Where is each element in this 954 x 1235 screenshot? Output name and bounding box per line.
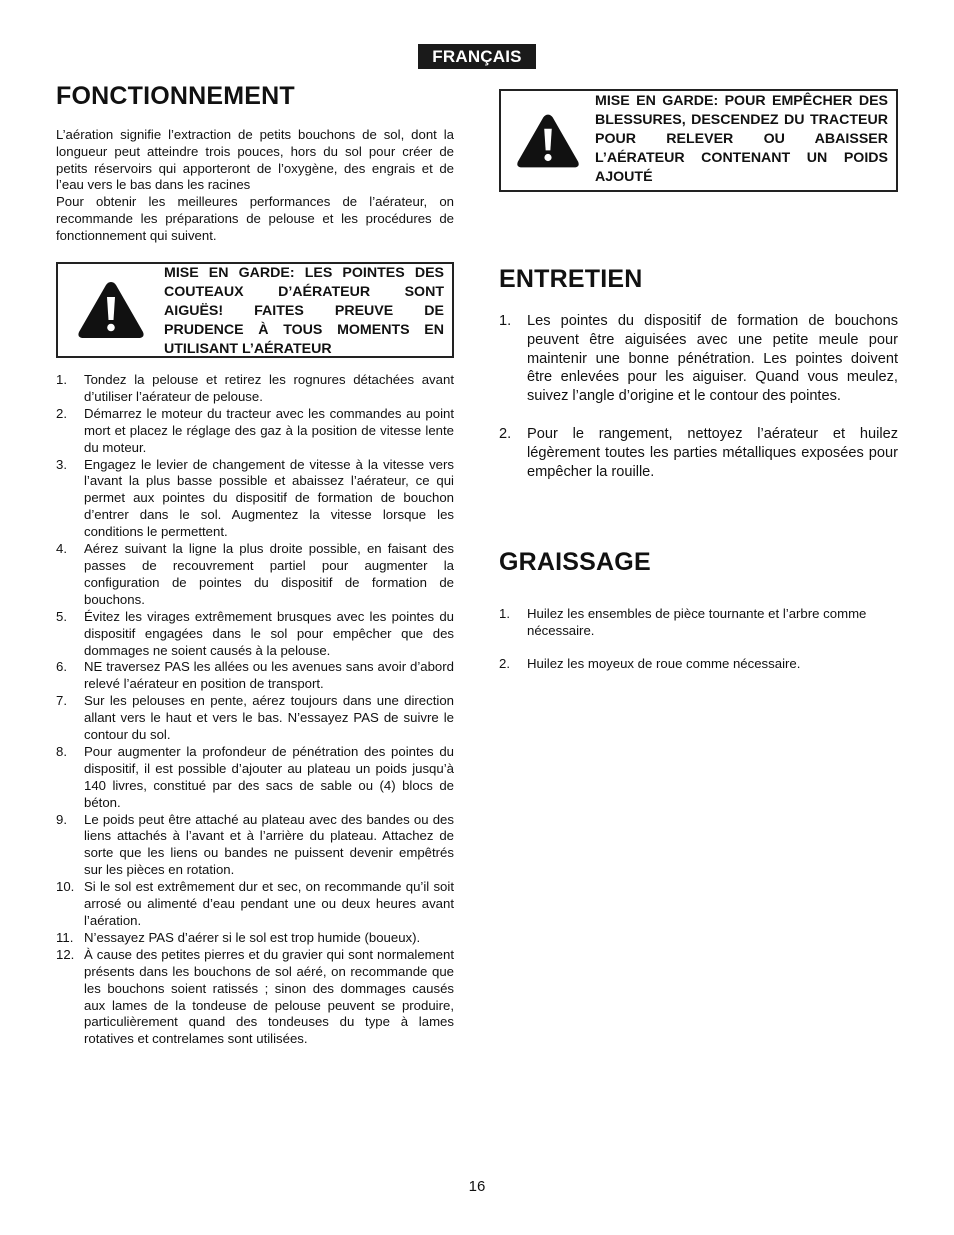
item-text: Sur les pelouses en pente, aérez toujours dans une direction allant vers le haut et vers le bas. N’essayez PAS de suivre le contour du sol.	[84, 693, 454, 743]
list-item	[56, 541, 454, 609]
item-number: 11.	[56, 929, 74, 945]
item-text: Les pointes du dispositif de formation de bouchons peuvent être aiguisées avec une petite meule pour maintenir une bonne pénétration. Les pointes doivent être enlevées pour les aiguiser. Quand vous meulez, suivez l’angle d’origine et le contour des pointes.	[527, 313, 898, 405]
warning-triangle-icon	[58, 264, 164, 356]
list-item	[56, 659, 454, 693]
list-item	[56, 406, 454, 457]
operation-steps	[56, 372, 454, 1048]
list-item	[499, 606, 898, 640]
list-item	[56, 930, 454, 947]
item-number: 12.	[56, 946, 75, 962]
list-item	[56, 744, 454, 812]
list-item	[499, 425, 898, 481]
item-number: 2.	[499, 425, 512, 442]
item-text: Évitez les virages extrêmement brusques avec les pointes du dispositif engagées dans le sol pour empêcher que des dommages ne soient causés à la pelouse.	[84, 608, 454, 658]
item-text: NE traversez PAS les allées ou les avenues sans avoir d’abord relevé l’aérateur en position de transport.	[84, 659, 454, 692]
item-text: N’essayez PAS d’aérer si le sol est trop humide (boueux).	[84, 929, 421, 945]
item-text: Tondez la pelouse et retirez les rognures détachées avant d’utiliser l’aérateur de pelouse.	[84, 372, 454, 404]
warning-box-blades	[56, 262, 454, 358]
item-number: 10.	[56, 879, 75, 895]
warning-text: MISE EN GARDE: LES POINTES DES COUTEAUX D’AÉRATEUR SONT AIGUËS! FAITES PREUVE DE PRUDENCE À TOUS MOMENTS EN UTILISANT L’AÉRATEUR	[164, 265, 444, 357]
item-number: 5.	[56, 608, 67, 624]
section-title-graissage: GRAISSAGE	[499, 548, 651, 576]
list-item	[56, 812, 454, 880]
item-text: Engagez le levier de changement de vitesse à la vitesse vers l’avant la plus basse possible et abaissez l’aérateur, ce qui permet aux pointes du dispositif de formation de bouchon d’entrer dans le sol. Augmentez la vitesse lorsque les conditions le permettent.	[84, 456, 454, 540]
item-text: À cause des petites pierres et du gravier qui sont normalement présents dans les bouchons de sol aéré, on recommande que les bouchons soient ratissés ; sinon des dommages causés aux lames de la tondeuse de pelouse peuvent se produire, particulièrement quand des tondeuses du type à lames rotatives et contrelames sont utilisées.	[84, 946, 454, 1047]
item-number: 1.	[499, 606, 510, 621]
section-title-entretien: ENTRETIEN	[499, 265, 643, 293]
page-number: 16	[468, 1178, 486, 1195]
list-item	[499, 656, 898, 673]
item-number: 9.	[56, 811, 67, 827]
item-number: 4.	[56, 541, 67, 557]
item-number: 8.	[56, 743, 67, 759]
intro-paragraph: Pour obtenir les meilleures performances de l’aérateur, on recommande les préparations de pelouse et les procédures de fonctionnement qui suivent.	[56, 194, 454, 243]
item-text: Huilez les moyeux de roue comme nécessaire.	[527, 655, 801, 671]
item-text: Pour le rangement, nettoyez l’aérateur et huilez légèrement toutes les parties métalliques exposées pour empêcher la rouille.	[527, 425, 898, 480]
item-number: 6.	[56, 659, 67, 675]
item-text: Si le sol est extrêmement dur et sec, on recommande qu’il soit arrosé ou alimenté d’eau pendant une ou deux heures avant l’aération.	[84, 879, 454, 928]
section-title-fonctionnement: FONCTIONNEMENT	[56, 82, 295, 110]
list-item	[56, 947, 454, 1048]
item-number: 7.	[56, 693, 67, 709]
list-item	[499, 312, 898, 406]
item-text: Aérez suivant la ligne la plus droite possible, en faisant des passes de recouvrement partiel pour augmenter la configuration de pointes du dispositif de formation de bouchons.	[84, 541, 454, 607]
list-item	[56, 457, 454, 542]
maintenance-list	[499, 312, 898, 500]
item-number: 1.	[499, 313, 512, 329]
item-text: Huilez les ensembles de pièce tournante et l’arbre comme nécessaire.	[527, 606, 867, 638]
list-item	[56, 609, 454, 660]
item-number: 1.	[56, 372, 67, 387]
warning-text: MISE EN GARDE: POUR EMPÊCHER DES BLESSURES, DESCENDEZ DU TRACTEUR POUR RELEVER OU ABAISSER L’AÉRATEUR CONTENANT UN POIDS AJOUTÉ	[595, 93, 888, 185]
list-item	[56, 879, 454, 930]
item-number: 2.	[56, 405, 67, 421]
warning-triangle-icon	[501, 91, 595, 190]
item-number: 3.	[56, 456, 67, 472]
item-number: 2.	[499, 655, 510, 671]
item-text: Démarrez le moteur du tracteur avec les commandes au point mort et placez le réglage des gaz à la position de vitesse lente du moteur.	[84, 405, 454, 455]
item-text: Pour augmenter la profondeur de pénétration des pointes du dispositif, il est possible d’ajouter au plateau un poids jusqu’à 140 livres, constitué par des sacs de sable ou (4) blocs de béton.	[84, 743, 454, 810]
list-item	[56, 372, 454, 406]
item-text: Le poids peut être attaché au plateau avec des bandes ou des liens attachés à l’avant et à l’arrière du plateau. Attachez de sorte que les liens ou bandes ne puissent devenir empêtrés sur les pièces en rotation.	[84, 811, 454, 878]
list-item	[56, 693, 454, 744]
warning-box-weight	[499, 89, 898, 192]
intro-paragraph: L’aération signifie l’extraction de petits bouchons de sol, dont la longueur peut atteindre trois pouces, hors du sol pour créer de petits réservoirs qui apporteront de l’oxygène, des engrais et de l’eau vers le bas dans les racines	[56, 127, 454, 193]
language-badge: FRANÇAIS	[418, 44, 536, 69]
lubrication-list	[499, 606, 898, 689]
intro-text	[56, 127, 454, 245]
